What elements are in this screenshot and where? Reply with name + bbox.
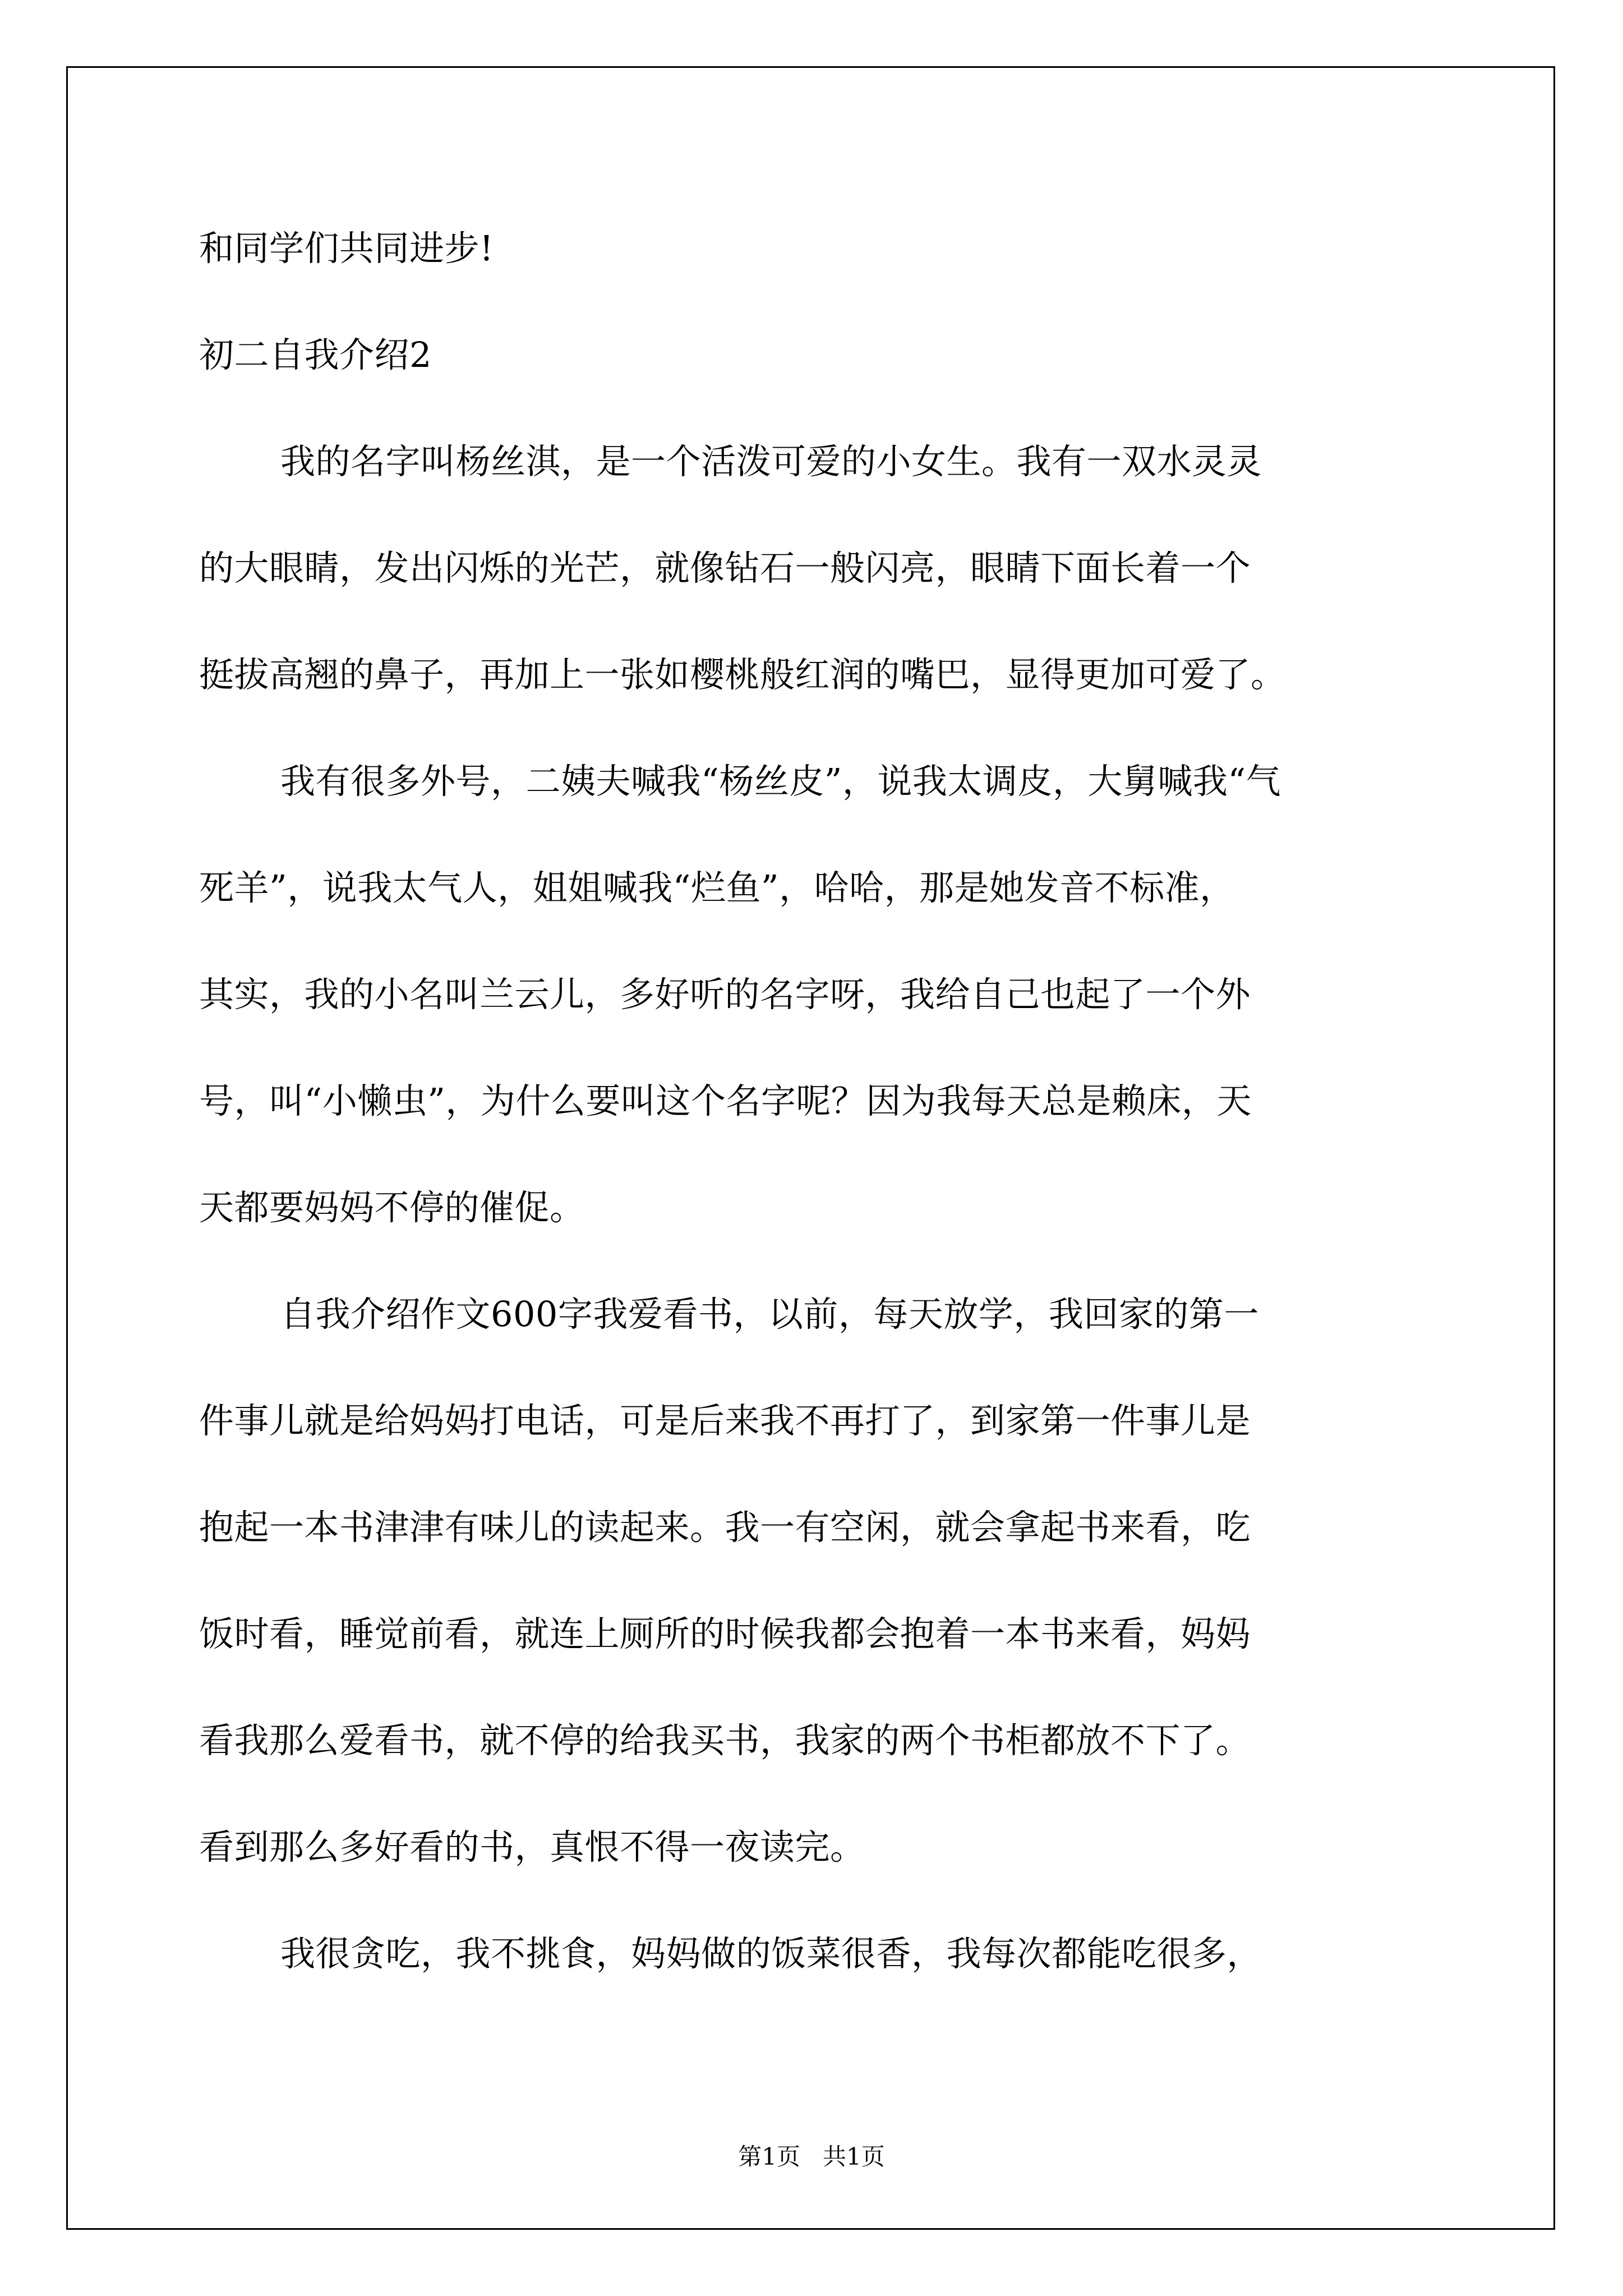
paragraph-line: 的大眼睛，发出闪烁的光芒，就像钻石一般闪亮，眼睛下面长着一个 (199, 547, 1251, 588)
paragraph-line: 号，叫“小懒虫”，为什么要叫这个名字呢？因为我每天总是赖床，天 (199, 1080, 1252, 1121)
section-heading: 初二自我介绍2 (199, 334, 432, 375)
paragraph-line: 抱起一本书津津有味儿的读起来。我一有空闲，就会拿起书来看，吃 (199, 1507, 1251, 1548)
text-line: 和同学们共同进步! (199, 228, 494, 269)
page-border (66, 66, 1555, 2230)
paragraph-line: 我很贪吃，我不挑食，妈妈做的饭菜很香，我每次都能吃很多， (280, 1933, 1262, 1974)
paragraph-line: 饭时看，睡觉前看，就连上厕所的时候我都会抱着一本书来看，妈妈 (199, 1613, 1251, 1654)
paragraph-line: 看到那么多好看的书，真恨不得一夜读完。 (199, 1826, 865, 1867)
paragraph-line: 我有很多外号，二姨夫喊我“杨丝皮”，说我太调皮，大舅喊我“气 (280, 761, 1281, 802)
paragraph-line: 天都要妈妈不停的催促。 (199, 1187, 585, 1228)
paragraph-line: 看我那么爱看书，就不停的给我买书，我家的两个书柜都放不下了。 (199, 1720, 1251, 1761)
paragraph-line: 其实，我的小名叫兰云儿，多好听的名字呀，我给自己也起了一个外 (199, 974, 1251, 1015)
page-footer: 第1页 共1页 (738, 2143, 885, 2170)
paragraph-line: 死羊”，说我太气人，姐姐喊我“烂鱼”，哈哈，那是她发音不标准， (199, 867, 1235, 908)
paragraph-line: 自我介绍作文600字我爱看书，以前，每天放学，我回家的第一 (280, 1294, 1259, 1335)
paragraph-line: 件事儿就是给妈妈打电话，可是后来我不再打了，到家第一件事儿是 (199, 1400, 1251, 1441)
paragraph-line: 我的名字叫杨丝淇，是一个活泼可爱的小女生。我有一双水灵灵 (280, 441, 1262, 482)
paragraph-line: 挺拔高翘的鼻子，再加上一张如樱桃般红润的嘴巴，显得更加可爱了。 (199, 654, 1286, 695)
